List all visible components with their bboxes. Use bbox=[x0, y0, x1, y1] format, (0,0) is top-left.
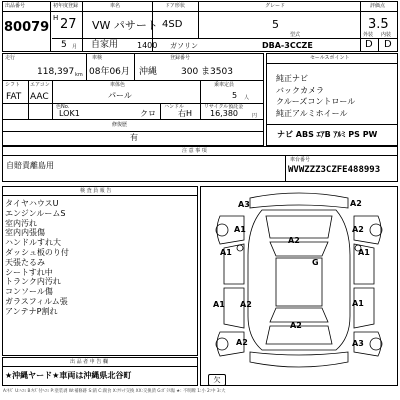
fuel-type: ガソリン bbox=[170, 42, 198, 50]
damage-mark: A1 bbox=[234, 225, 246, 234]
shift-label: シフト bbox=[5, 82, 21, 88]
capacity: 5 bbox=[232, 91, 238, 100]
inspector-item: ハンドルすれ大 bbox=[5, 238, 61, 248]
sales-point-list bbox=[276, 73, 355, 119]
mileage-label: 走行 bbox=[5, 55, 16, 61]
reg-year: 27 bbox=[60, 17, 77, 32]
ext-grade: D bbox=[365, 39, 373, 50]
plate-label: 登録番号 bbox=[170, 55, 191, 61]
inspector-item: アンテナP割れ bbox=[5, 306, 58, 316]
remarks-text: ★沖縄ヤード★車両は沖縄県北谷町 bbox=[5, 371, 132, 380]
doors-label: ドア形状 bbox=[165, 3, 185, 9]
reg-label: 初年度登録 bbox=[53, 3, 79, 9]
notes-text: 自賠責離島用 bbox=[6, 161, 54, 170]
model-label: 型式 bbox=[290, 32, 301, 38]
recycle-fee: 16,380 bbox=[210, 109, 238, 118]
inspector-item: 室内内張傷 bbox=[5, 228, 45, 238]
sales-point-item: 純正ナビ bbox=[276, 74, 308, 83]
grade: 5 bbox=[272, 18, 279, 31]
damage-mark: A1 bbox=[352, 299, 364, 308]
accident-label: 修復歴 bbox=[112, 122, 128, 128]
lot-label: 出品番号 bbox=[5, 3, 26, 9]
int-grade: D bbox=[384, 39, 392, 50]
plate-number: 300 ま3503 bbox=[181, 67, 233, 77]
model-code: DBA-3CCZE bbox=[262, 41, 313, 50]
inspection-date: 08年06月 bbox=[89, 67, 130, 77]
sales-point-item: バックカメラ bbox=[276, 85, 324, 95]
vin-label: 車台番号 bbox=[290, 157, 311, 163]
damage-mark: A2 bbox=[288, 236, 300, 245]
capacity-label: 乗車定員 bbox=[214, 82, 235, 88]
lot-number: 80079 bbox=[4, 20, 50, 35]
equipment-list: ナビ ABS ｴｱB ｱﾙﾐ PS PW bbox=[277, 130, 378, 139]
shift-type: FAT bbox=[6, 92, 22, 102]
capacity-unit: 人 bbox=[244, 95, 250, 101]
score-label: 評価点 bbox=[370, 3, 386, 9]
body-color: パール bbox=[108, 91, 132, 100]
inspector-item: 室内汚れ bbox=[5, 218, 37, 228]
remarks-title: 出 品 者 申 告 欄 bbox=[70, 359, 108, 365]
legend: A:ｷｽﾞ U:ﾍｺﾐ B:ｷｽﾞ付ﾍｺﾐ P:塗装剥 W:補修跡 S:錆 C:腐食 X:ｸﾜｯﾁ交換 XX:交換済 G:ｶﾞﾗｽ傷 ★: 不明瞭 1:小 2:中 3:大 bbox=[3, 389, 226, 394]
mileage-unit: km bbox=[75, 72, 83, 78]
damage-mark: A2 bbox=[236, 338, 248, 347]
int-label: 内装 bbox=[381, 32, 392, 38]
color-code-label: 色No. bbox=[56, 104, 70, 110]
ac-type: AAC bbox=[30, 92, 49, 102]
missing-label: 欠 bbox=[213, 376, 221, 384]
notes-title: 注 意 事 項 bbox=[182, 148, 207, 154]
inspector-item: エンジンルームS bbox=[5, 208, 66, 218]
damage-mark: A1 bbox=[213, 300, 225, 309]
damage-mark: A2 bbox=[290, 321, 302, 330]
reg-month-unit: 月 bbox=[72, 44, 78, 50]
mileage: 118,397 bbox=[37, 67, 75, 77]
reg-month: 5 bbox=[61, 40, 67, 50]
damage-mark: A2 bbox=[350, 199, 362, 208]
inspector-item: ガラスフィルム張 bbox=[5, 296, 68, 306]
accident-history: 有 bbox=[130, 133, 138, 142]
damage-mark: A3 bbox=[352, 339, 364, 348]
recycle-unit: 円 bbox=[252, 113, 258, 119]
color-label: 車体色 bbox=[110, 82, 126, 88]
car-name-label: 車名 bbox=[110, 3, 121, 9]
damage-mark: G bbox=[312, 258, 319, 267]
plate-region: 沖縄 bbox=[139, 67, 158, 77]
inspection-label: 車検 bbox=[92, 55, 103, 61]
recycle-label: リサイクル預託金 bbox=[204, 104, 244, 110]
reg-era: H bbox=[53, 14, 59, 22]
inspector-item: 天張たるみ bbox=[5, 257, 45, 267]
displacement: 1400 bbox=[137, 41, 158, 50]
missing-mark bbox=[208, 374, 226, 386]
ext-label: 外装 bbox=[363, 32, 374, 38]
sales-point-item: クルーズコントロール bbox=[276, 97, 356, 106]
door-type: 4SD bbox=[162, 19, 183, 30]
vin: WVWZZZ3CZFE488993 bbox=[288, 165, 381, 175]
color-code: LOK1 bbox=[59, 109, 80, 118]
usage: 自家用 bbox=[91, 40, 119, 50]
car-diagram bbox=[200, 186, 398, 386]
inspector-title: 検 査 員 報 告 bbox=[80, 188, 112, 194]
inspector-item: コンソール傷 bbox=[5, 287, 53, 297]
damage-mark: A1 bbox=[358, 248, 370, 257]
inspector-item: タイヤハウスU bbox=[5, 199, 59, 208]
sales-point-item: 純正アルミホイール bbox=[276, 108, 348, 118]
grade-label: グレード bbox=[265, 3, 286, 9]
score: 3.5 bbox=[368, 17, 389, 32]
car-name: VW パサート bbox=[92, 19, 158, 32]
ac-label: エアコン bbox=[30, 82, 50, 88]
inspector-item: トランク内汚れ bbox=[5, 277, 61, 287]
handle-label: ハンドル bbox=[164, 104, 185, 110]
inspector-item: シートすれ中 bbox=[5, 267, 53, 277]
handle-side: 右H bbox=[178, 109, 193, 118]
damage-mark: A2 bbox=[352, 225, 364, 234]
sales-point-title: セールスポイント bbox=[310, 55, 350, 61]
damage-mark: A1 bbox=[220, 248, 232, 257]
damage-mark: A2 bbox=[240, 300, 252, 309]
inspector-item: ダッシュ板のり付 bbox=[5, 247, 69, 257]
interior-color: クロ bbox=[140, 109, 156, 118]
inspector-list bbox=[5, 199, 69, 317]
damage-mark: A3 bbox=[238, 200, 250, 209]
